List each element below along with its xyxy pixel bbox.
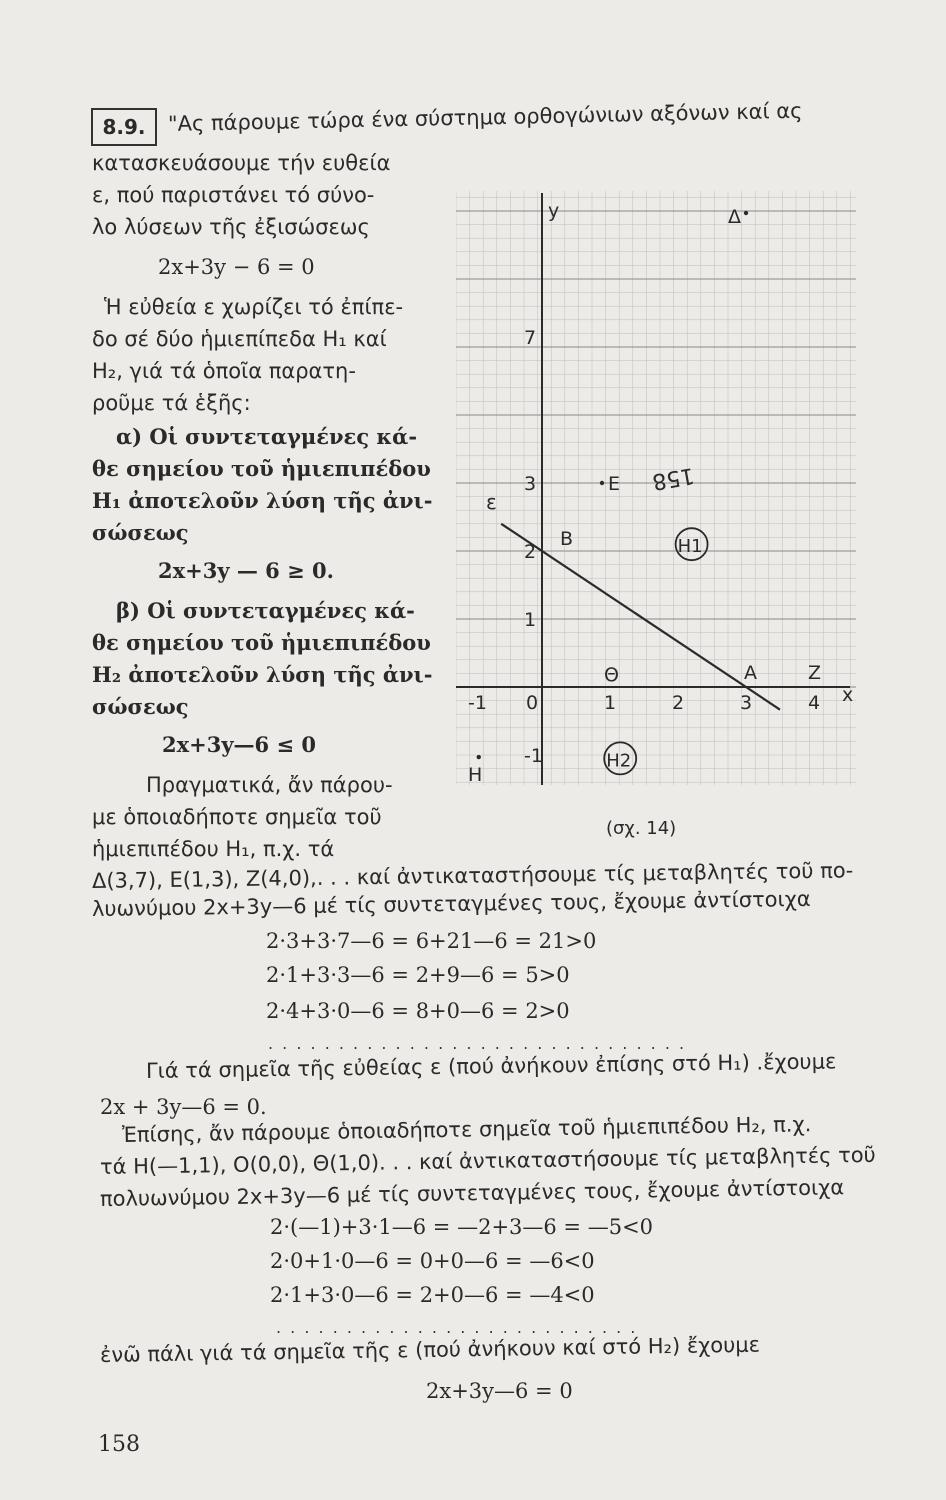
text-line: Δ(3,7), E(1,3), Z(4,0),. . . καί ἀντικαταστήσουμε τίς μεταβλητές τοῦ πο-: [91, 858, 854, 893]
label-theta: Θ: [604, 664, 619, 686]
section-heading-line: "Ας πάρουμε τώρα ένα σύστημα ορθογώνιων αξόνων καί ας: [167, 98, 803, 136]
line-epsilon: [501, 524, 780, 710]
label-b: B: [560, 528, 574, 550]
figure-caption: (σχ. 14): [606, 818, 677, 839]
text-line: Ἐπίσης, ἄν πάρουμε ὁποιαδήποτε σημεῖα τοῦ ἡμιεπιπέδου H₂, π.χ.: [121, 1112, 812, 1147]
text-line: τά H(—1,1), O(0,0), Θ(1,0). . . καί ἀντικαταστήσουμε τίς μεταβλητές τοῦ: [99, 1142, 876, 1179]
x-tick-label: 0: [526, 692, 539, 714]
y-tick-label: 7: [524, 326, 537, 349]
x-tick-label: -1: [468, 692, 487, 714]
ellipsis-row: . . . . . . . . . . . . . . . . . . . . . . . . . . . . . .: [268, 1034, 687, 1053]
graph-labels: [468, 200, 853, 786]
alpha-line: H₁ ἀποτελοῦν λύση τῆς ἀνι-: [92, 488, 433, 513]
x-tick-label: 2: [672, 692, 685, 714]
y-tick-label: 2: [524, 541, 537, 563]
text-line: ἡμιεπιπέδου H₁, π.χ. τά: [92, 837, 335, 861]
point-h: [477, 755, 481, 759]
final-equation: 2x+3y—6 = 0: [426, 1379, 573, 1403]
x-tick-label: 1: [604, 692, 617, 714]
coordinate-graph: [456, 183, 856, 793]
y-tick-label: 1: [524, 609, 537, 631]
y-axis-label: y: [548, 200, 560, 222]
region-h1-label: H1: [677, 536, 703, 558]
beta-inequality: 2x+3y—6 ≤ 0: [162, 732, 316, 757]
page-number: 158: [98, 1432, 140, 1457]
text-line: ροῦμε τά ἑξῆς:: [92, 391, 251, 415]
beta-line: σώσεως: [92, 694, 189, 719]
text-line: Πραγματικά, ἄν πάρου-: [146, 773, 393, 797]
point-delta: [744, 211, 748, 215]
text-line: Ἡ εὐθεία ε χωρίζει τό ἐπίπε-: [104, 295, 404, 319]
alpha-inequality: 2x+3y — 6 ≥ 0.: [158, 558, 334, 583]
text-line: 2x + 3y—6 = 0.: [100, 1095, 267, 1119]
label-h: H: [468, 764, 483, 786]
text-line: ε, πού παριστάνει τό σύνο-: [92, 183, 375, 207]
label-delta: Δ: [728, 206, 741, 228]
calc-line: 2·3+3·7—6 = 6+21—6 = 21>0: [266, 929, 597, 953]
ellipsis-row: . . . . . . . . . . . . . . . . . . . . . . . . . .: [276, 1318, 638, 1337]
text-line: λυωνύμου 2x+3y—6 μέ τίς συντεταγμένες τους, ἔχουμε ἀντίστοιχα: [91, 886, 811, 921]
x-tick-label: 4: [808, 692, 821, 714]
text-line: πολυωνύμου 2x+3y—6 μέ τίς συντεταγμένες τους, ἔχουμε ἀντίστοιχα: [99, 1175, 845, 1211]
axes: [456, 193, 850, 785]
label-e: E: [608, 473, 621, 495]
region-h2-label: H2: [606, 750, 632, 772]
label-a: A: [744, 662, 757, 684]
point-e: [600, 481, 604, 485]
calc-line: 2·4+3·0—6 = 8+0—6 = 2>0: [266, 999, 570, 1023]
x-tick-label: 3: [740, 692, 753, 714]
calc-line: 2·0+1·0—6 = 0+0—6 = —6<0: [270, 1249, 595, 1273]
calc-line: 2·1+3·3—6 = 2+9—6 = 5>0: [266, 963, 570, 987]
beta-line: H₂ ἀποτελοῦν λύση τῆς ἀνι-: [92, 662, 433, 687]
text-line: δο σέ δύο ἡμιεπίπεδα H₁ καί: [92, 327, 387, 351]
label-line-epsilon: ε: [486, 490, 497, 514]
x-axis-label: x: [842, 684, 854, 706]
section-number: 8.9.: [91, 108, 157, 146]
equation: 2x+3y − 6 = 0: [158, 255, 315, 279]
beta-line: θε σημείου τοῦ ἡμιεπιπέδου: [92, 630, 431, 655]
alpha-line: θε σημείου τοῦ ἡμιεπιπέδου: [92, 456, 431, 481]
text-line: κατασκευάσουμε τήν ευθεία: [92, 151, 391, 175]
text-line: με ὁποιαδήποτε σημεῖα τοῦ: [92, 805, 382, 829]
text-line: Γιά τά σημεῖα τῆς εὐθείας ε (πού ἀνήκουν ἐπίσης στό H₁) .ἔχουμε: [145, 1049, 837, 1083]
y-tick-label: -1: [524, 745, 543, 767]
alpha-line: α) Οἱ συντεταγμένες κά-: [116, 424, 418, 449]
y-tick-label: 3: [524, 473, 537, 495]
text-line: ἐνῶ πάλι γιά τά σημεῖα τῆς ε (πού ἀνήκουν καί στό H₂) ἔχουμε: [99, 1332, 761, 1367]
calc-line: 2·1+3·0—6 = 2+0—6 = —4<0: [270, 1283, 595, 1307]
alpha-line: σώσεως: [92, 520, 189, 545]
calc-line: 2·(—1)+3·1—6 = —2+3—6 = —5<0: [270, 1215, 654, 1239]
label-z: Z: [808, 662, 822, 684]
text-line: H₂, γιά τά ὁποῖα παρατη-: [92, 359, 356, 383]
beta-line: β) Οἱ συντεταγμένες κά-: [116, 598, 415, 623]
margin-note: 158: [650, 462, 697, 495]
text-line: λο λύσεων τῆς ἐξισώσεως: [92, 215, 370, 239]
